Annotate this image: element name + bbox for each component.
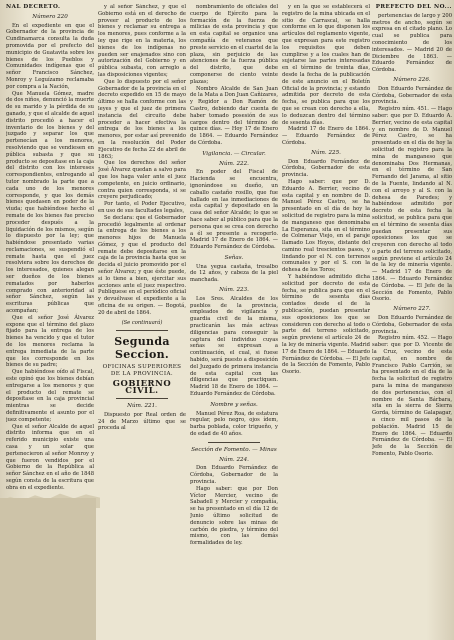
column-2 <box>98 4 186 634</box>
column-4 <box>282 4 370 634</box>
paragraph: Una yegua castaña, tresalbo de 12 años, y cabeza de la piel manchada. <box>190 263 278 284</box>
item-number: Número 220 <box>32 13 68 20</box>
section-heading: Sección de Fomento. — Minas <box>191 446 277 453</box>
paragraph: Y habiéndose admitido dicha solicitud por decreto de esta fecha, se publica para que en el término de sesenta días contados desde el de la publicación, puedan presentar sus oposiciones los que se consideren con derecho al todo o parte del terreno solicitado, según previene el artículo 24 de la ley de minería vigente. Madrid 17 de Enero de 1864. — Eduardo Fernández de Córdoba. — El Jefe de la Sección de Fomento, Pablo Osorio. <box>282 274 370 376</box>
continuation-note: (Se continuará) <box>121 319 163 326</box>
paragraph: Don Eduardo Fernández de Córdoba, Gobernador de esta provincia. <box>372 85 452 106</box>
divider-rule <box>116 398 168 399</box>
paragraph: y en la que se establecerá el registro de la mina ubicada en el sitio de Carrascal, se halla conforme en lo que disponen los artículos del reglamento vigente, que expresan para este registro los requisitos que deben cumplirse y a los cuales han de sujetarse las partes interesadas en el término de treinta días, desde la fecha de la publicación de este anuncio en el Boletín Oficial de la provincia; y estando admitida por decreto de esta fecha, se publica para que los que se crean con derecho a ella, lo deduzcan dentro del término de sesenta días. <box>282 4 370 126</box>
column-5 <box>372 4 452 634</box>
office-heading: OFICINAS SUPERIORES DE LA PROVINCIA. <box>102 364 182 378</box>
paragraph: Que el señor José Álvarez expone que el término del plazo fijado para la entrega de los bienes ha vencido y que el tutor de los menores reclama la entrega inmediata de la parte que les corresponde en los bienes de su padre; <box>6 314 94 369</box>
item-number: Número 226. <box>393 76 431 83</box>
paragraph: Registro núm. 452. — Hago saber: que por D. Vicente de la Cruz, vecino de esta capital, en nombre de Francisco Pablo Carrión, se ha presentado en el día de la fecha la solicitud de registro para la mina de manganeso de dos pertenencias, con el nombre de Santa Bárbara, sita en la sierra de Sierra Gorda, término de Galapagar, a cinco mil pasos de la población. Madrid 15 de Enero de 1864. — Eduardo Fernández de Córdoba. — El Jefe de la Sección de Fomento, Pablo Osorio. <box>372 335 452 457</box>
section-heading: Señas. <box>224 254 244 261</box>
paragraph: En el expediente en que el Gobernador de la provincia de Cundinamarca consulta la duda promovida por el prefecto del municipio de Guatavita sobre los bienes de los Pueblos y Comunidades indígenas que el señor Francisco Sánchez, Monroy y Leguízamo reclamaba por compra a la Nación, <box>6 22 94 90</box>
department-heading: GOBIERNO CIVIL. <box>112 378 172 396</box>
damaged-area <box>0 498 96 640</box>
divider-rule <box>116 330 168 331</box>
page-header-right: PREFECTO DEL NO... <box>375 4 452 10</box>
paragraph: Que habiéndose oído al Fiscal, este opinó que los bienes debían entregarse a los menores y que el producto del remate se depositase en la caja provincial mientras se decide definitivamente el asunto por el juez competente; <box>6 369 94 423</box>
paragraph: Don Eduardo Fernández de Córdoba, Gobernador de esta provincia. <box>282 158 370 179</box>
divider-rule <box>208 442 260 443</box>
paragraph: Que el señor Alcalde de aquel distrito informa que en el referido municipio existe una casa y un solar que pertenecieron al señor Monroy y que fueron vendidos por el Gobierno de la República al señor Sánchez en el año de 1848 según consta de la escritura que obra en el expediente. <box>6 423 94 491</box>
paragraph: nombramiento de oficiales del cuerpo de Ejército para la formación de la fuerza de milicias de esta provincia y que en esta capital se organice una compañía de veteranos que preste servicio en el cuartel de la plaza, sin perjuicio de las atenciones de la fuerza pública del distrito, que debe componerse de ciento veinte plazas; <box>190 4 278 85</box>
paragraph: Manuel Pérez Roa, de estatura regular, pelo negro, ojos ídem, barba poblada, color trigueño, y de edad de 40 años. <box>190 410 278 438</box>
paragraph: Que los derechos del señor José Álvarez quedan a salvo para que los haga valer ante el juez competente, en juicio ordinario, contra quien corresponda, si se creyere perjudicado; <box>98 160 186 201</box>
paragraph: pertenencias de largo y 200 metros de ancho, según se expresa en el citado plano. Lo cual se publica para conocimiento de los interesados. — Madrid 20 de Diciembre de 1863. — Eduardo Fernández de Córdoba. <box>372 12 452 74</box>
section-heading: Nombre y señas. <box>210 401 258 408</box>
item-number: Núm. 225. <box>311 149 341 156</box>
paragraph: Registro núm. 451. — Hago saber: que por D. Eduardo A. Berrier, vecino de esta capital y en nombre de D. Manuel Pérez Castro, se ha presentado en el día de hoy la solicitud de registro para la mina de manganeso que denominaba Dos Hermanas, en el término de San Fernando del Jarama, al sitio de la Fuente, lindando al N. con el arroyo y al S. con la dehesa de Paredes; y habiéndose admitido por decreto de esta fecha la solicitud, se publica para que en el término de sesenta días puedan presentar sus oposiciones los que se creyeren con derecho al todo o parte del terreno solicitado, según previene el artículo 24 de la ley de minería vigente. — Madrid 17 de Enero de 1864. — Eduardo Fernández de Córdoba. — El Jefe de la Sección de Fomento, Pablo Osorio. <box>372 106 452 303</box>
paragraph: y al señor Sánchez, y que el Gobierno está en el derecho de proveer al producto de los bienes y reclamar su entrega a los menores, pues conforme a la ley que rige en la materia, los bienes de los indígenas no pueden ser enajenados sino con autorización del Gobierno y en pública subasta, con arreglo a las disposiciones vigentes; <box>98 4 186 78</box>
section-heading: Vigilancia. — Circular. <box>202 150 266 157</box>
paragraph: Se declara: que el Gobernador procedió legalmente al ordenar la entrega de los bienes a los menores hijos de Manuela Gómez, y que el producto del remate debe depositarse en la caja de la provincia hasta que se decida el juicio promovido por el señor Álvarez; y que éste puede, si lo tiene a bien, ejercitar sus acciones ante el juez respectivo. Publíquese en el periódico oficial y devuélvase el expediente a la oficina de su origen. — Bogotá, 20 de abril de 1864. <box>98 214 186 316</box>
paragraph: Los Sres. Alcaldes de los pueblos de la provincia, empleados de vigilancia y guardia civil de la misma, practicarán las más activas diligencias para conseguir la captura del individuo cuyas señas se expresan a continuación, el cual, si fuese habido, será puesto a disposición del Juzgado de primera instancia de esta capital con las diligencias que practiquen. Madrid 18 de Enero de 1864. — Eduardo Fernández de Córdoba. <box>190 295 278 398</box>
paragraph: Que Manuela Gómez, madre de dos niños, denunció la muerte de su marido y la pérdida de su ganado, y que el alcalde de aquel distrito procedió a hacer el inventario de los bienes y del juzgado y separar los que pertenecían a los menores, resolviendo que se vendiesen en pública subasta y que su producto se depositase en la caja del distrito con los intereses correspondientes, entregando al tutor nombrado la parte que a cada uno de los menores corresponde, y que los demás bienes quedasen en poder de la viuda; que habiéndose hecho el remate de los bienes fue preciso proceder después a la liquidación de los mismos, según lo dispuesto por la ley; que habiéndose presentado varias reclamaciones, se suspendió el remate hasta que el juez resolviera sobre los derechos de los interesados, quienes alegan ser dueños de los bienes rematados por haberlos comprado con anterioridad al señor Sánchez, según las escrituras públicas que acompañan; <box>6 90 94 315</box>
paragraph: En poder del Fiscal de Hacienda se encuentra, ignorándose su dueño, un caballo castaño rosillo, que fue hallado en las inmediaciones de esta capital y depositado en la casa del señor Alcalde; lo que se hace saber al público para que la persona que se crea con derecho a él se presente a recogerlo. Madrid 17 de Enero de 1864. — Eduardo Fernández de Córdoba. <box>190 169 278 251</box>
paragraph: Que lo dispuesto por el señor Gobernador de la provincia en el decreto expedido en 15 de mayo último se halla conforme con las leyes y que el juez de primera instancia del circuito debe proceder a hacer efectiva la entrega de los bienes a los menores, por estar así prevenido en la resolución del Poder Ejecutivo de fecha 22 de abril de 1863; <box>98 78 186 160</box>
item-number: Núm. 221. <box>127 403 157 410</box>
section-title: Segunda Seccion. <box>114 335 170 362</box>
item-number: Número 227. <box>393 306 431 313</box>
paragraph: Don Eduardo Fernández de Córdoba, Gobernador de la provincia. <box>190 465 278 485</box>
paragraph: Por tanto, el Poder Ejecutivo, en uso de sus facultades legales, <box>98 201 186 214</box>
page-header-left: NAL DECRETO. <box>6 4 61 10</box>
paragraph: Nombro Alcalde de San Juan de la Mata a Don Juan Cañizares, y Regidor a Don Ramón de Castro, debiendo dar cuenta de haber tomado posesión de sus cargos dentro del término de quince días. — Hoy 17 de Enero de 1864. — Eduardo Fernández de Córdoba. <box>190 85 278 146</box>
paragraph: Hago saber: que por D. Eduardo A. Berrier, vecino de esta capital y en nombre de D. Manuel Pérez Castro, se ha presentado en el día de hoy la solicitud de registro para la mina de manganeso que denominaba La Esperanza, sita en el término de Colmenar Viejo, en el paraje llamado Los Hoyos, distante del camino real trescientos pasos, y lindando por el N. con terrenos comunales y por el S. con la dehesa de los Toros; <box>282 178 370 274</box>
paragraph: Don Eduardo Fernández de Córdoba, Gobernador de esta provincia. <box>372 315 452 335</box>
paragraph: Dispuesto por Real orden de 24 de Marzo último que se proceda al <box>98 411 186 432</box>
item-number: Núm. 222. <box>219 160 249 167</box>
item-number: Núm. 223. <box>219 287 249 294</box>
paragraph: Madrid 17 de Enero de 1864. — Eduardo Fernández de Córdoba. <box>282 126 370 146</box>
paragraph: Hago saber: que por Don Víctor Mercier, vecino de Sabadell y Mercier y compañía, se ha presentado en el día 12 de Junio último solicitud de denuncio sobre las minas de carbón de piedra, y término del mismo, con las demás formalidades de ley. <box>190 485 278 547</box>
item-number: Núm. 224. <box>219 456 249 463</box>
column-1 <box>6 4 94 504</box>
column-3 <box>190 4 278 634</box>
